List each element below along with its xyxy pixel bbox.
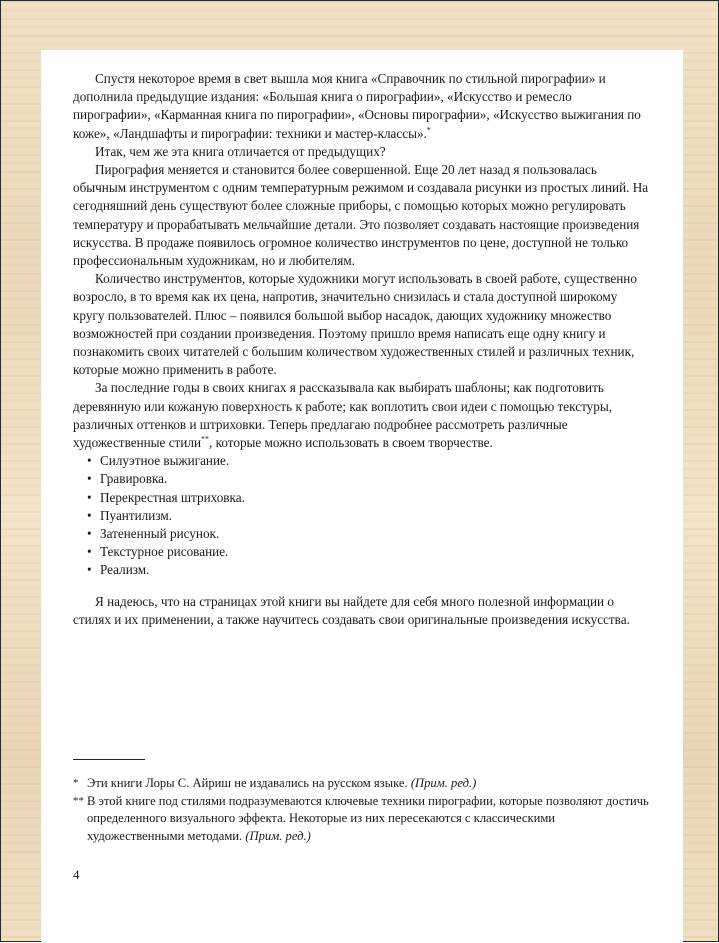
editor-note: (Прим. ред.): [245, 828, 311, 843]
paragraph-intro: Спустя некоторое время в свет вышла моя книга «Справочник по стильной пирографии» и дополнила предыдущие издания: «Большая книга о пирографии», «Искусство и ремесло пирографии», «Карманная книга по пирографии», «Основы пирографии», «Искусство выжигания по коже», «Ландшафты и пирографии: техники и мастер-классы».*: [73, 71, 641, 141]
paragraph-tools: Количество инструментов, которые художники могут использовать в своей работе, существенно возросло, в то время как их цена, напротив, значительно снизилась и стала доступной широкому кругу пользователей. Плюс – появился большой выбор насадок, дающих художнику множество возможностей при создании произведения. Поэтому пришло время написать еще одну книгу и познакомить своих читателей с большим количеством художественных стилей и различных техник, которые можно применить в работе.: [73, 271, 637, 378]
body-text: [73, 70, 651, 580]
list-item: • Перекрестная штриховка.: [87, 489, 651, 507]
list-item: • Текстурное рисование.: [87, 543, 651, 561]
list-item: • Пуантилизм.: [87, 507, 651, 525]
footnote-2: [73, 793, 653, 846]
footnote-ref-2[interactable]: **: [201, 434, 210, 444]
page-number: 4: [73, 867, 80, 882]
footnote-marker: **: [73, 794, 84, 807]
footnote-text: Эти книги Лоры С. Айриш не издавались на русском языке.: [87, 776, 411, 790]
paragraph-question: Итак, чем же эта книга отличается от предыдущих?: [95, 143, 386, 159]
footnote-ref-1[interactable]: *: [426, 125, 431, 135]
footnote-divider: [73, 759, 145, 760]
list-item: • Силуэтное выжигание.: [87, 452, 651, 470]
paragraph-evolution: Пирография меняется и становится более совершенной. Еще 20 лет назад я пользовалась обычным инструментом с одним температурным режимом и создавала рисунки из простых линий. На сегодняшний день существуют более сложные приборы, с помощью которых можно регулировать температуру и прорабатывать мельчайшие детали. Это позволяет создавать настоящие произведения искусства. В продаже появилось огромное количество инструментов по цене, доступной не только профессиональным художникам, но и любителям.: [73, 162, 649, 269]
footnotes: [73, 775, 653, 845]
footnote-marker: *: [73, 777, 79, 789]
footnote-1: [73, 775, 653, 793]
list-item: • Затененный рисунок.: [87, 525, 651, 543]
paragraph-closing: Я надеюсь, что на страницах этой книги вы найдете для себя много полезной информации о стилях и их применении, а также научитесь создавать свои оригинальные произведения искусства.: [73, 594, 630, 628]
list-item: • Гравировка.: [87, 470, 651, 488]
list-item: • Реализм.: [87, 561, 651, 579]
closing-text: [73, 593, 651, 629]
footnote-text: В этой книге под стилями подразумеваются ключевые техники пирографии, которые позволяют достичь определенного визуального эффекта. Некоторые из них пересекаются с классическими художественными методами.: [87, 793, 649, 843]
paragraph-styles: За последние годы в своих книгах я рассказывала как выбирать шаблоны; как подготовить деревянную или кожаную поверхность к работе; как воплотить свои идеи с помощью текстуры, различных оттенков и штриховки. Теперь предлагаю подробнее рассмотреть различные художественные стили**, которые можно использовать в своем творчестве.: [73, 380, 612, 451]
editor-note: (Прим. ред.): [410, 776, 477, 790]
styles-list: [73, 452, 651, 579]
